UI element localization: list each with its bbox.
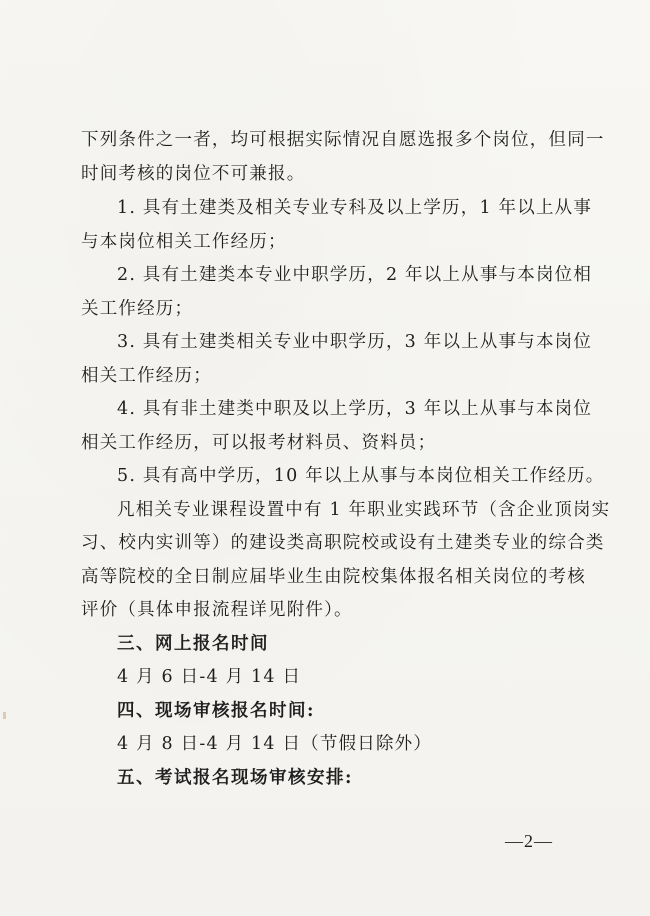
date-range: 4 月 8 日-4 月 14 日（节假日除外） bbox=[117, 734, 433, 754]
list-item-3: 3. 具有土建类相关专业中职学历，3 年以上从事与本岗位 bbox=[117, 332, 593, 352]
section-heading-3: 三、网上报名时间 bbox=[117, 634, 269, 654]
list-item-1: 1. 具有土建类及相关专业专科及以上学历，1 年以上从事 bbox=[117, 198, 593, 218]
list-item-4: 4. 具有非土建类中职及以上学历，3 年以上从事与本岗位 bbox=[117, 399, 593, 419]
body-line: 相关工作经历，可以报考材料员、资料员； bbox=[81, 433, 437, 453]
body-line: 凡相关专业课程设置中有 1 年职业实践环节（含企业顶岗实 bbox=[117, 500, 611, 520]
body-line: 下列条件之一者，均可根据实际情况自愿选报多个岗位，但同一 bbox=[81, 130, 605, 150]
section-heading-4: 四、现场审核报名时间: bbox=[117, 701, 315, 721]
list-item-5: 5. 具有高中学历，10 年以上从事与本岗位相关工作经历。 bbox=[117, 466, 605, 486]
section-heading-5: 五、考试报名现场审核安排: bbox=[117, 768, 353, 788]
scan-speck bbox=[3, 712, 6, 719]
date-range: 4 月 6 日-4 月 14 日 bbox=[117, 667, 302, 687]
body-line: 习、校内实训等）的建设类高职院校或设有土建类专业的综合类 bbox=[81, 533, 605, 553]
body-line: 评价（具体申报流程详见附件）。 bbox=[81, 600, 353, 620]
body-line: 相关工作经历； bbox=[81, 366, 212, 386]
page-number: —2— bbox=[505, 831, 553, 851]
body-line: 高等院校的全日制应届毕业生由院校集体报名相关岗位的考核 bbox=[81, 567, 586, 587]
body-line: 关工作经历； bbox=[81, 299, 194, 319]
body-line: 时间考核的岗位不可兼报。 bbox=[81, 164, 306, 184]
body-line: 与本岗位相关工作经历； bbox=[81, 232, 287, 252]
list-item-2: 2. 具有土建类本专业中职学历，2 年以上从事与本岗位相 bbox=[117, 265, 593, 285]
